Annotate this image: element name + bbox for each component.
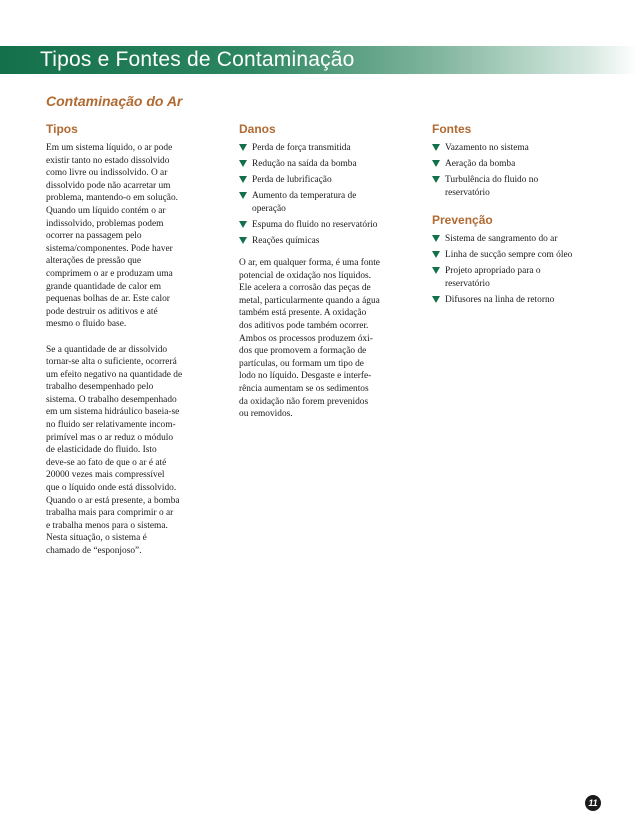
title-banner [0, 46, 638, 74]
list-item: Linha de sucção sempre com óleo [432, 249, 612, 262]
triangle-bullet-icon [239, 237, 247, 244]
triangle-bullet-icon [239, 221, 247, 228]
triangle-bullet-icon [432, 176, 440, 183]
list-item: Espuma do fluido no reservatório [239, 219, 417, 232]
danos-paragraph: O ar, em qualquer forma, é uma fonte potencial de oxidação nos líquidos. Ele acelera a corrosão das peças de metal, particularmente quando a água também está presente. A oxidação dos aditivos pode também ocorrer. Ambos os processos produzem óxi- dos que promovem a formação de partículas, ou formam um tipo de lodo no líquido. Desgaste e interfe- rência aumentam se os sedimentos da oxidação não forem prevenidos ou removidos. [239, 258, 380, 420]
list-item: Perda de força transmitida [239, 142, 417, 155]
fontes-heading: Fontes [432, 122, 472, 136]
page-number-badge: 11 [585, 795, 601, 811]
list-item: Vazamento no sistema [432, 142, 612, 155]
tipos-paragraph-1: Em um sistema líquido, o ar pode existir tanto no estado dissolvido como livre ou indissolvido. O ar dissolvido pode não acarretar um problema, mantendo-o em solução. Quando um líquido contém o ar indissolvido, problemas podem ocorrer na passagem pelo sistema/componentes. Pode haver alterações de pressão que comprimem o ar e produzam uma grande quantidade de calor em pequenas bolhas de ar. Este calor pode destruir os aditivos e até mesmo o fluido base. [46, 143, 178, 330]
triangle-bullet-icon [432, 267, 440, 274]
triangle-bullet-icon [239, 144, 247, 151]
tipos-heading: Tipos [46, 122, 78, 136]
list-item: Reações químicas [239, 235, 417, 248]
triangle-bullet-icon [432, 296, 440, 303]
fontes-column [432, 122, 612, 310]
triangle-bullet-icon [239, 176, 247, 183]
list-item: Redução na saída da bomba [239, 158, 417, 171]
list-item: Sistema de sangramento do ar [432, 233, 612, 246]
section-title: Contaminação do Ar [46, 93, 183, 109]
prevencao-list [432, 233, 612, 306]
list-item: Aeração da bomba [432, 158, 612, 171]
tipos-paragraph-2: Se a quantidade de ar dissolvido tornar-se alta o suficiente, ocorrerá um efeito negativo na quantidade de trabalho desempenhado pelo sistema. O trabalho desempenhado em um sistema hidráulico baseia-se no fluido ser relativamente incom- primível mas o ar reduz o módulo de elasticidade do fluido. Isto deve-se ao fato de que o ar é até 20000 vezes mais compressível que o líquido onde está dissolvido. Quando o ar está presente, a bomba trabalha mais para comprimir o ar e trabalha menos para o sistema. Nesta situação, o sistema é chamado de “esponjoso”. [46, 344, 183, 556]
triangle-bullet-icon [432, 251, 440, 258]
list-item: Turbulência do fluido no reservatório [432, 174, 612, 199]
fontes-list [432, 142, 612, 199]
triangle-bullet-icon [432, 160, 440, 167]
list-item: Perda de lubrificação [239, 174, 417, 187]
list-item: Projeto apropriado para o reservatório [432, 265, 612, 290]
danos-list [239, 142, 417, 247]
triangle-bullet-icon [239, 160, 247, 167]
triangle-bullet-icon [239, 192, 247, 199]
tipos-column [46, 122, 226, 558]
prevencao-heading: Prevenção [432, 213, 493, 228]
page-title: Tipos e Fontes de Contaminação [40, 48, 355, 71]
list-item: Difusores na linha de retorno [432, 294, 612, 307]
triangle-bullet-icon [432, 235, 440, 242]
danos-heading: Danos [239, 122, 276, 136]
danos-column [239, 122, 417, 421]
triangle-bullet-icon [432, 144, 440, 151]
list-item: Aumento da temperatura de operação [239, 190, 417, 215]
